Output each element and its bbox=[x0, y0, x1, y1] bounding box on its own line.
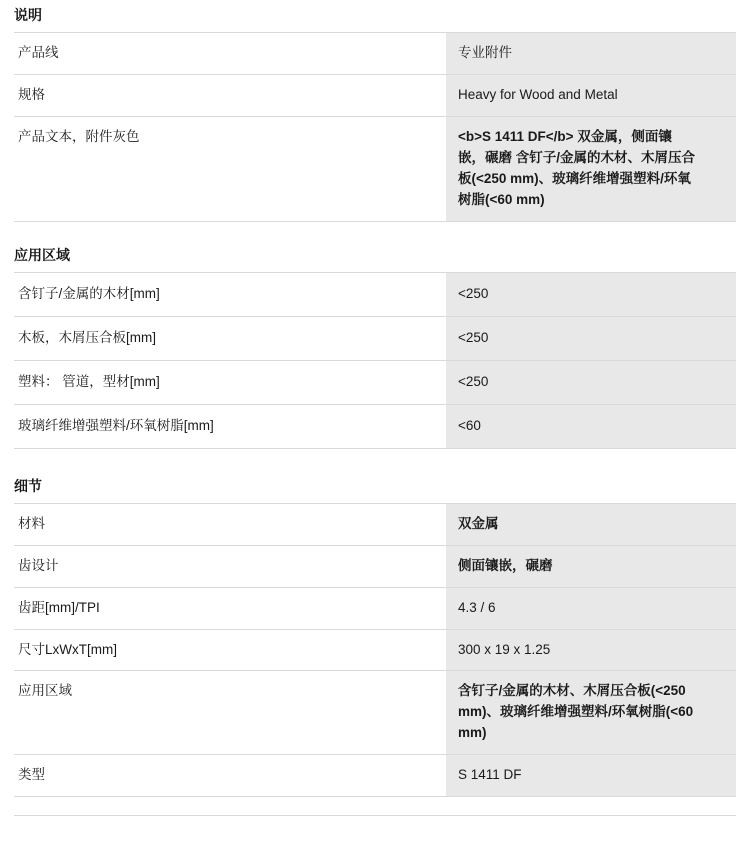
table-row bbox=[14, 117, 736, 222]
spec-value: <250 bbox=[446, 272, 736, 316]
spec-label: 塑料： 管道，型材[mm] bbox=[14, 360, 446, 404]
spec-label: 产品文本，附件灰色 bbox=[14, 117, 446, 222]
spec-label: 材料 bbox=[14, 503, 446, 545]
spec-label: 尺寸LxWxT[mm] bbox=[14, 629, 446, 671]
spec-section-applications bbox=[14, 240, 736, 449]
spec-value: S 1411 DF bbox=[446, 755, 736, 797]
table-row bbox=[14, 360, 736, 404]
spec-value: <250 bbox=[446, 316, 736, 360]
spec-table bbox=[14, 32, 736, 222]
spec-label: 类型 bbox=[14, 755, 446, 797]
spec-label: 产品线 bbox=[14, 33, 446, 75]
table-row bbox=[14, 33, 736, 75]
table-row bbox=[14, 404, 736, 448]
table-row bbox=[14, 629, 736, 671]
spec-table bbox=[14, 272, 736, 449]
spec-sections bbox=[14, 0, 736, 797]
spec-table bbox=[14, 503, 736, 797]
table-row bbox=[14, 545, 736, 587]
spec-value: 含钉子/金属的木材、木屑压合板(<250 mm)、玻璃纤维增强塑料/环氧树脂(<60 mm) bbox=[446, 671, 736, 755]
spec-label: 齿设计 bbox=[14, 545, 446, 587]
spec-value: 双金属 bbox=[446, 503, 736, 545]
table-row bbox=[14, 503, 736, 545]
spec-label: 木板，木屑压合板[mm] bbox=[14, 316, 446, 360]
section-title: 应用区域 bbox=[14, 246, 70, 263]
bottom-divider bbox=[14, 815, 736, 816]
spec-value: 4.3 / 6 bbox=[446, 587, 736, 629]
table-row bbox=[14, 75, 736, 117]
spec-value: <250 bbox=[446, 360, 736, 404]
spec-label: 含钉子/金属的木材[mm] bbox=[14, 272, 446, 316]
spec-value: <b>S 1411 DF</b> 双金属，侧面镶嵌，碾磨 含钉子/金属的木材、木屑压合板(<250 mm)、玻璃纤维增强塑料/环氧树脂(<60 mm) bbox=[446, 117, 736, 222]
spec-label: 玻璃纤维增强塑料/环氧树脂[mm] bbox=[14, 404, 446, 448]
spec-section-details bbox=[14, 467, 736, 798]
spec-label: 规格 bbox=[14, 75, 446, 117]
spec-value: <60 bbox=[446, 404, 736, 448]
section-title: 说明 bbox=[14, 7, 42, 23]
spec-value: 侧面镶嵌，碾磨 bbox=[446, 545, 736, 587]
section-title: 细节 bbox=[14, 477, 42, 494]
spec-label: 齿距[mm]/TPI bbox=[14, 587, 446, 629]
spec-section-description bbox=[14, 0, 736, 222]
table-row bbox=[14, 587, 736, 629]
spec-value: Heavy for Wood and Metal bbox=[446, 75, 736, 117]
table-row bbox=[14, 316, 736, 360]
spec-value: 300 x 19 x 1.25 bbox=[446, 629, 736, 671]
table-row bbox=[14, 272, 736, 316]
spec-label: 应用区域 bbox=[14, 671, 446, 755]
spec-value: 专业附件 bbox=[446, 33, 736, 75]
table-row bbox=[14, 755, 736, 797]
table-row bbox=[14, 671, 736, 755]
